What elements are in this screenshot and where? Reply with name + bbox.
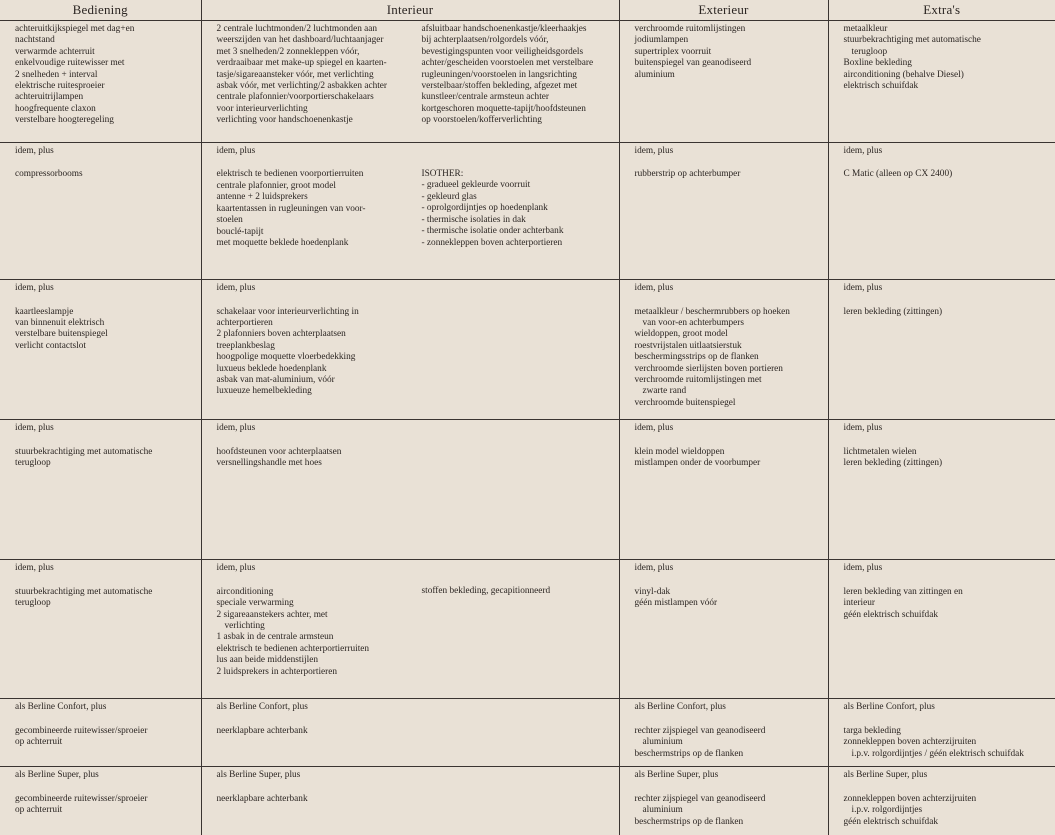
list-item: vinyl-dak: [634, 586, 671, 597]
item-list: [844, 794, 1052, 828]
item-list: [217, 726, 422, 737]
table-row: [0, 420, 1055, 560]
list-item: bevestigingspunten voor veiligheidsgordels: [421, 46, 584, 57]
list-item: 1 asbak in de centrale armsteun: [216, 632, 334, 643]
list-item: verchroomde ruitomlijstingen: [634, 24, 746, 34]
list-item: afsluitbaar handschoenenkastje/kleerhaakjes: [421, 24, 587, 34]
cell-bediening: [0, 699, 201, 767]
interieur-col-a: [217, 24, 422, 127]
cell-heading: idem, plus: [634, 423, 674, 434]
list-item: stuurbekrachtiging met automatische: [843, 35, 981, 46]
list-item: schakelaar voor interieurverlichting in: [216, 306, 359, 317]
list-item: kaartentassen in rugleuningen van voor-: [216, 203, 366, 214]
list-item: antenne + 2 luidsprekers: [216, 192, 308, 203]
list-item: asbak van mat-aluminium, vóór: [216, 374, 335, 385]
exterieur-content: [635, 283, 824, 409]
cell-bediening: [0, 560, 201, 699]
interieur-col-b: [422, 563, 615, 597]
cell-interieur: [201, 767, 619, 835]
list-item: aluminium: [634, 69, 675, 80]
list-item: van voor-en achterbumpers: [642, 317, 745, 328]
list-item: elektrisch schuifdak: [843, 81, 919, 92]
list-item: ISOTHER:: [421, 169, 464, 180]
item-list: [844, 447, 1052, 470]
list-item: rugleuningen/voorstoelen in langsrichting: [421, 69, 577, 80]
list-item: luxueuze hemelbekleding: [216, 386, 312, 397]
cell-extras: [828, 143, 1055, 280]
list-item: - zonnekleppen boven achterportieren: [421, 237, 563, 248]
bediening-content: [15, 770, 197, 816]
list-item: terugloop: [15, 458, 51, 469]
list-item: versnellingshandle met hoes: [216, 458, 322, 469]
bediening-content: [15, 24, 197, 127]
list-item: compressorbooms: [15, 169, 83, 180]
cell-bediening: [0, 143, 201, 280]
cell-heading: als Berline Super, plus: [843, 770, 928, 781]
list-item: centrale plafonnier/voorportierschakelaars: [216, 92, 374, 103]
list-item: achteruitrijlampen: [15, 92, 84, 103]
table-row: [0, 767, 1055, 835]
list-item: verlicht contactslot: [15, 340, 86, 351]
header-interieur: Interieur: [201, 0, 619, 21]
list-item: bij achterplaatsen/rolgordels vóór,: [421, 35, 549, 46]
item-list: [15, 307, 197, 353]
interieur-col-b: [422, 146, 615, 249]
item-list: [217, 447, 422, 470]
item-list: [217, 307, 422, 398]
interieur-col-a: [217, 146, 422, 249]
list-item: 2 plafonniers boven achterplaatsen: [216, 329, 346, 340]
item-list: [844, 587, 1052, 621]
cell-bediening: [0, 420, 201, 560]
list-item: verwarmde achterruit: [15, 46, 95, 57]
list-item: op voorstoelen/kofferverlichting: [421, 115, 542, 126]
list-item: zonnekleppen boven achterzijruiten: [843, 737, 977, 748]
list-item: géén mistlampen vóór: [634, 598, 718, 609]
table-row: [0, 699, 1055, 767]
exterieur-content: [635, 563, 824, 609]
interieur-col-a: [217, 283, 422, 398]
list-item: verstelbare buitenspiegel: [15, 329, 108, 340]
interieur-col-a: [217, 423, 422, 469]
list-item: - thermische isolatie onder achterbank: [421, 226, 564, 237]
list-item: verchroomde buitenspiegel: [634, 397, 736, 408]
cell-heading: idem, plus: [216, 423, 256, 434]
list-item: géén elektrisch schuifdak: [843, 816, 938, 827]
list-item: jodiumlampen: [634, 35, 689, 46]
list-item: achter/gescheiden voorstoelen met verstelbare: [421, 58, 594, 69]
bediening-content: [15, 563, 197, 609]
list-item: terugloop: [15, 598, 51, 609]
bediening-content: [15, 283, 197, 352]
extras-content: [844, 770, 1052, 828]
list-item: beschermstrips op de flanken: [634, 748, 744, 759]
cell-heading: idem, plus: [634, 146, 674, 157]
cell-heading: idem, plus: [216, 146, 256, 157]
extras-content: [844, 702, 1052, 760]
list-item: kortgeschoren moquette-tapijt/hoofdsteunen: [421, 103, 586, 114]
list-item: airconditioning (behalve Diesel): [843, 69, 964, 80]
cell-heading: idem, plus: [843, 423, 883, 434]
table-row: [0, 143, 1055, 280]
list-item: verstelbare hoogteregeling: [15, 115, 114, 126]
list-item: luxueus beklede hoedenplank: [216, 363, 327, 374]
item-list: [635, 24, 824, 81]
list-item: Boxline bekleding: [843, 58, 912, 69]
list-item: centrale plafonnier, groot model: [216, 180, 336, 191]
list-item: targa bekleding: [843, 725, 901, 736]
list-item: klein model wieldoppen: [634, 446, 725, 457]
item-list: [217, 794, 422, 805]
header-extras: Extra's: [828, 0, 1055, 21]
list-item: enkelvoudige ruitewisser met: [15, 58, 125, 69]
list-item: speciale verwarming: [216, 598, 294, 609]
cell-exterieur: [619, 560, 828, 699]
cell-bediening: [0, 280, 201, 420]
list-item: - gradueel gekleurde voorruit: [421, 180, 531, 191]
cell-exterieur: [619, 699, 828, 767]
list-item: bouclé-tapijt: [216, 226, 264, 237]
list-item: gecombineerde ruitewisser/sproeier: [15, 793, 148, 804]
item-list: [635, 169, 824, 180]
cell-extras: [828, 767, 1055, 835]
cell-heading: idem, plus: [15, 146, 54, 157]
item-list: [844, 169, 1052, 180]
item-list: [844, 24, 1052, 92]
item-list: [422, 24, 615, 127]
cell-heading: idem, plus: [843, 563, 883, 574]
list-item: voor interieurverlichting: [216, 103, 308, 114]
header-bediening: Bediening: [0, 0, 201, 21]
list-item: stuurbekrachtiging met automatische: [15, 586, 153, 597]
list-item: neerklapbare achterbank: [216, 725, 308, 736]
cell-heading: idem, plus: [634, 563, 674, 574]
list-item: van binnenuit elektrisch: [15, 317, 105, 328]
cell-interieur: [201, 699, 619, 767]
list-item: neerklapbare achterbank: [216, 793, 308, 804]
list-item: verchroomde ruitomlijstingen met: [634, 374, 762, 385]
table-body: [0, 21, 1055, 835]
cell-heading: als Berline Confort, plus: [15, 702, 107, 713]
item-list: [217, 169, 422, 249]
cell-extras: [828, 420, 1055, 560]
item-list: [15, 169, 197, 180]
bediening-content: [15, 702, 197, 748]
cell-heading: idem, plus: [216, 283, 256, 294]
list-item: 2 sigareaanstekers achter, met: [216, 609, 328, 620]
list-item: géén elektrisch schuifdak: [843, 609, 938, 620]
list-item: kunstleer/centrale armsteun achter: [421, 92, 550, 103]
list-item: op achterruit: [15, 805, 63, 816]
list-item: elektrische ruitesproeier: [15, 81, 105, 92]
table-row: [0, 560, 1055, 699]
item-list: [15, 587, 197, 610]
list-item: metaalkleur: [843, 24, 888, 34]
list-item: achteruitkijkspiegel met dag+en: [15, 24, 135, 34]
list-item: zonnekleppen boven achterzijruiten: [843, 793, 977, 804]
cell-interieur: [201, 21, 619, 143]
list-item: achterportieren: [216, 317, 273, 328]
list-item: verlichting voor handschoenenkastje: [216, 115, 353, 126]
extras-content: [844, 563, 1052, 621]
list-item: aluminium: [642, 805, 683, 816]
list-item: beschermstrips op de flanken: [634, 816, 744, 827]
list-item: weerszijden van het dashboard/luchtaanjager: [216, 35, 384, 46]
list-item: buitenspiegel van geanodiseerd: [634, 58, 752, 69]
list-item: asbak vóór, met verlichting/2 asbakken achter: [216, 81, 388, 92]
list-item: elektrisch te bedienen voorportierruiten: [216, 169, 364, 180]
exterieur-content: [635, 770, 824, 828]
item-list: [422, 169, 615, 249]
list-item: zwarte rand: [642, 386, 687, 397]
cell-heading: als Berline Super, plus: [634, 770, 719, 781]
cell-heading: als Berline Confort, plus: [634, 702, 726, 713]
cell-heading: als Berline Super, plus: [216, 770, 301, 781]
list-item: - gekleurd glas: [421, 191, 477, 202]
cell-heading: idem, plus: [634, 283, 674, 294]
cell-heading: als Berline Confort, plus: [843, 702, 935, 713]
exterieur-content: [635, 702, 824, 760]
item-list: [15, 726, 197, 749]
interieur-col-b: [422, 24, 615, 127]
item-list: [217, 587, 422, 678]
list-item: verstelbaar/stoffen bekleding, afgezet met: [421, 81, 578, 92]
list-item: airconditioning: [216, 586, 274, 597]
item-list: [15, 447, 197, 470]
list-item: met 3 snelheden/2 zonnekleppen vóór,: [216, 46, 360, 57]
list-item: gecombineerde ruitewisser/sproeier: [15, 725, 148, 736]
cell-interieur: [201, 420, 619, 560]
cell-heading: idem, plus: [15, 563, 54, 574]
list-item: mistlampen onder de voorbumper: [634, 458, 761, 469]
list-item: verlichting: [224, 620, 265, 631]
list-item: terugloop: [851, 46, 888, 57]
list-item: - oprolgordijntjes op hoedenplank: [421, 203, 548, 214]
cell-heading: als Berline Confort, plus: [216, 702, 308, 713]
list-item: beschermingsstrips op de flanken: [634, 352, 759, 363]
cell-heading: idem, plus: [15, 423, 54, 434]
cell-exterieur: [619, 420, 828, 560]
list-item: tasje/sigareaansteker vóór, met verlichting: [216, 69, 374, 80]
cell-extras: [828, 560, 1055, 699]
cell-interieur: [201, 560, 619, 699]
bediening-content: [15, 146, 197, 181]
list-item: metaalkleur / beschermrubbers op hoeken: [634, 306, 790, 317]
list-item: hoofdsteunen voor achterplaatsen: [216, 446, 342, 457]
cell-heading: idem, plus: [15, 283, 54, 294]
list-item: elektrisch te bedienen achterportierruiten: [216, 643, 370, 654]
extras-content: [844, 146, 1052, 181]
item-list: [635, 794, 824, 828]
list-item: hoogpolige moquette vloerbedekking: [216, 352, 356, 363]
list-item: rechter zijspiegel van geanodiseerd: [634, 793, 766, 804]
list-item: treeplankbeslag: [216, 340, 275, 351]
header-row: [0, 0, 1055, 21]
item-list: [217, 24, 422, 127]
cell-extras: [828, 21, 1055, 143]
list-item: leren bekleding (zittingen): [843, 306, 943, 317]
interieur-col-a: [217, 702, 422, 737]
list-item: leren bekleding van zittingen en: [843, 586, 963, 597]
table-row: [0, 280, 1055, 420]
list-item: stoelen: [216, 215, 243, 226]
cell-interieur: [201, 280, 619, 420]
item-list: [635, 726, 824, 760]
list-item: hoogfrequente claxon: [15, 103, 96, 114]
list-item: leren bekleding (zittingen): [843, 458, 943, 469]
list-item: roestvrijstalen uitlaatsierstuk: [634, 340, 742, 351]
list-item: rechter zijspiegel van geanodiseerd: [634, 725, 766, 736]
list-item: stoffen bekleding, gecapitionneerd: [421, 586, 551, 597]
list-item: lichtmetalen wielen: [843, 446, 917, 457]
cell-exterieur: [619, 21, 828, 143]
cell-bediening: [0, 21, 201, 143]
list-item: supertriplex voorruit: [634, 46, 712, 57]
list-item: 2 centrale luchtmonden/2 luchtmonden aan: [216, 24, 378, 34]
list-item: kaartleeslampje: [15, 306, 74, 317]
extras-content: [844, 423, 1052, 469]
list-item: interieur: [843, 598, 875, 609]
exterieur-content: [635, 24, 824, 81]
list-item: stuurbekrachtiging met automatische: [15, 446, 153, 457]
list-item: i.p.v. rolgordijntjes: [851, 805, 923, 816]
table-row: [0, 21, 1055, 143]
item-list: [635, 307, 824, 410]
cell-extras: [828, 280, 1055, 420]
cell-extras: [828, 699, 1055, 767]
list-item: wieldoppen, groot model: [634, 329, 728, 340]
list-item: C Matic (alleen op CX 2400): [843, 169, 953, 180]
item-list: [844, 307, 1052, 318]
cell-exterieur: [619, 143, 828, 280]
header-exterieur: Exterieur: [619, 0, 828, 21]
cell-interieur: [201, 143, 619, 280]
list-item: verdraaibaar met make-up spiegel en kaarten-: [216, 58, 387, 69]
exterieur-content: [635, 423, 824, 469]
list-item: i.p.v. rolgordijntjes / géén elektrisch schuifdak: [851, 748, 1024, 759]
item-list: [15, 24, 197, 127]
cell-heading: als Berline Super, plus: [15, 770, 99, 781]
list-item: - thermische isolaties in dak: [421, 214, 526, 225]
cell-bediening: [0, 767, 201, 835]
list-item: op achterruit: [15, 737, 63, 748]
list-item: nachtstand: [15, 35, 55, 46]
item-list: [635, 587, 824, 610]
cell-heading: idem, plus: [843, 146, 883, 157]
cell-exterieur: [619, 767, 828, 835]
cell-heading: idem, plus: [216, 563, 256, 574]
list-item: 2 snelheden + interval: [15, 69, 98, 80]
bediening-content: [15, 423, 197, 469]
item-list: [844, 726, 1052, 760]
item-list: [635, 447, 824, 470]
cell-heading: idem, plus: [843, 283, 883, 294]
list-item: lus aan beide middenstijlen: [216, 655, 318, 666]
list-item: 2 luidsprekers in achterportieren: [216, 666, 338, 677]
list-item: rubberstrip op achterbumper: [634, 169, 741, 180]
cell-exterieur: [619, 280, 828, 420]
extras-content: [844, 24, 1052, 92]
interieur-col-a: [217, 770, 422, 805]
list-item: verchroomde sierlijsten boven portieren: [634, 363, 783, 374]
list-item: met moquette beklede hoedenplank: [216, 237, 349, 248]
extras-content: [844, 283, 1052, 318]
item-list: [422, 586, 615, 597]
interieur-col-a: [217, 563, 422, 678]
exterieur-content: [635, 146, 824, 181]
list-item: aluminium: [642, 737, 683, 748]
item-list: [15, 794, 197, 817]
